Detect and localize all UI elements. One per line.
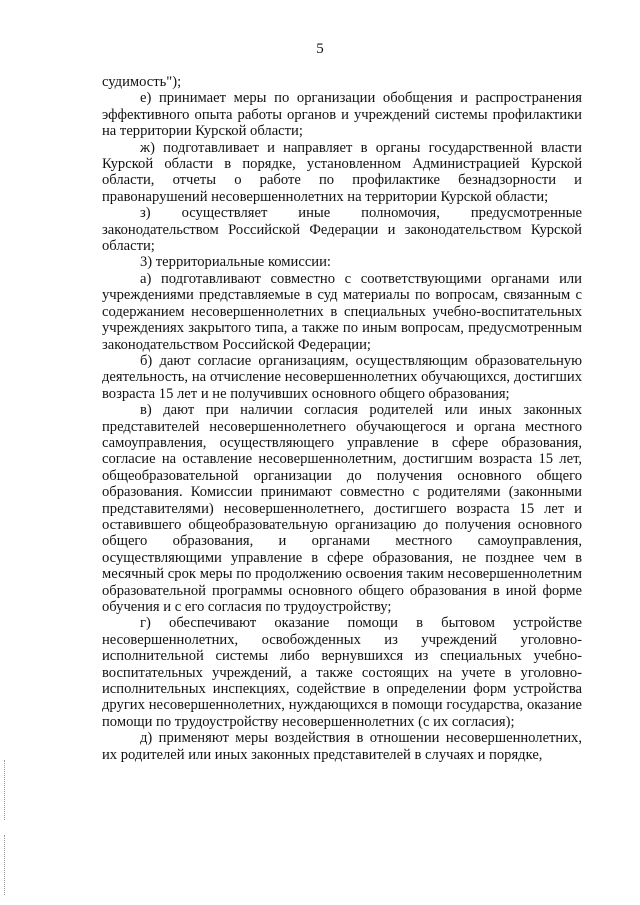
paragraph-continuation: судимость"); (102, 74, 182, 90)
paragraph-item-v: в) дают при наличии согласия родителей или иных законных представителей несовершеннолетнего обучающегося и органа местного самоуправления, осуществляющего управление в сфере образования, согласие на оставление несовершеннолетним, достигшим возраста 15 лет, общеобразовательной организации до получения основного общего образования. Комиссии принимают совместно с родителями (законными представителями) несовершеннолетнего, достигшего возраста 15 лет и оставившего общеобразовательную организацию до получения основного общего образования, и органами местного самоуправления, осуществляющими управление в сфере образования, не позднее чем в месячный срок меры по продолжению освоения таким несовершеннолетним образовательной программы основного общего образования в иной форме обучения и с его согласия по трудоустройству; (102, 402, 582, 615)
paragraph-item-z: з) осуществляет иные полномочия, предусмотренные законодательством Российской Федерации и законодательством Курской области; (102, 205, 582, 255)
paragraph-item-g: г) обеспечивают оказание помощи в бытовом устройстве несовершеннолетних, освобожденных из учреждений уголовно-исполнительной системы либо вернувшихся из специальных учебно-воспитательных учреждений, а также состоящих на учете в уголовно-исполнительных инспекциях, содействие в определении форм устройства других несовершеннолетних, нуждающихся в помощи государства, оказание помощи по трудоустройству несовершеннолетних (с их согласия); (102, 615, 582, 730)
paragraph-item-b: б) дают согласие организациям, осуществляющим образовательную деятельность, на отчисление несовершеннолетних обучающихся, достигших возраста 15 лет и не получивших основного общего образования; (102, 352, 582, 402)
paragraph-item-zh: ж) подготавливает и направляет в органы государственной власти Курской области в порядке, установленном Администрацией Курской области, отчеты о работе по профилактике безнадзорности и правонарушений несовершеннолетних на территории Курской области; (102, 139, 582, 205)
page-number: 5 (316, 41, 324, 57)
scan-edge-mark (4, 760, 8, 820)
paragraph-item-a: а) подготавливают совместно с соответствующими органами или учреждениями представляемые в суд материалы по вопросам, связанным с содержанием несовершеннолетних в специальных учебно-воспитательных учреждениях закрытого типа, а также по иным вопросам, предусмотренным законодательством Российской Федерации; (102, 270, 582, 353)
scan-edge-mark (4, 835, 8, 895)
paragraph-item-e: е) принимает меры по организации обобщения и распространения эффективного опыта работы органов и учреждений системы профилактики на территории Курской области; (102, 90, 582, 140)
paragraph-section-3: 3) территориальные комиссии: (140, 254, 331, 271)
document-body (102, 74, 582, 763)
paragraph-item-d: д) применяют меры воздействия в отношении несовершеннолетних, их родителей или иных законных представителей в случаях и порядке, (102, 730, 582, 763)
